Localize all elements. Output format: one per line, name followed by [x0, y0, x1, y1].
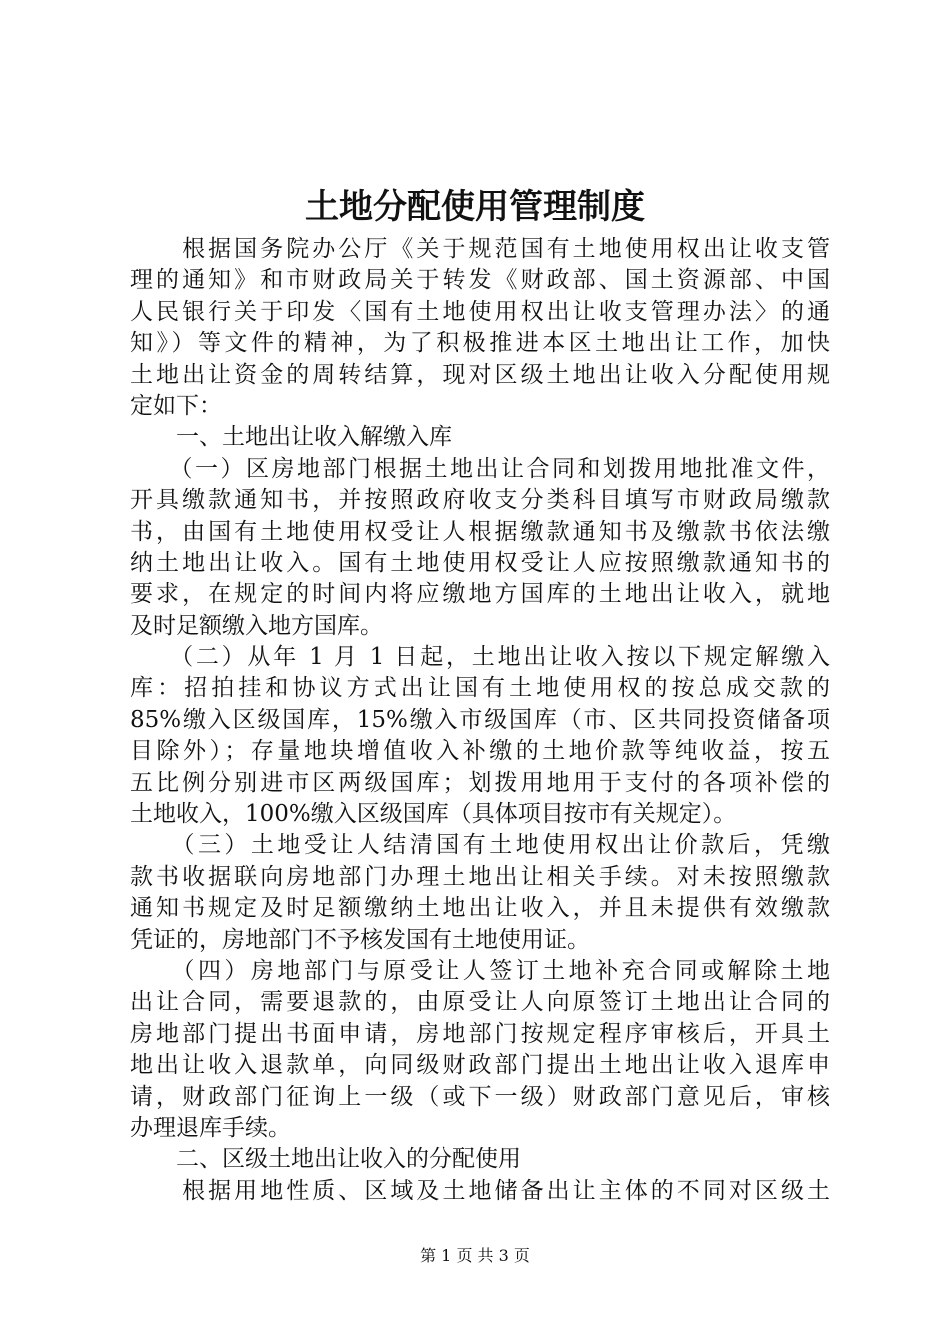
page-footer: 第 1 页 共 3 页	[420, 1246, 530, 1265]
body-line: 土地出让资金的周转结算，现对区级土地出让收入分配使用规	[130, 361, 830, 388]
body-line: 库：招拍挂和协议方式出让国有土地使用权的按总成交款的	[130, 675, 830, 702]
body-line: 请，财政部门征询上一级（或下一级）财政部门意见后，审核	[130, 1083, 830, 1110]
body-line: 土地收入，100%缴入区级国库（具体项目按市有关规定）。	[130, 801, 737, 828]
body-line: 要求，在规定的时间内将应缴地方国库的土地出让收入，就地	[130, 581, 830, 608]
body-line: （二）从年 1 月 1 日起，土地出让收入按以下规定解缴入	[130, 644, 830, 671]
body-line: 及时足额缴入地方国库。	[130, 612, 383, 639]
body-line: 定如下：	[130, 392, 222, 419]
body-line: 通知书规定及时足额缴纳土地出让收入，并且未提供有效缴款	[130, 895, 830, 922]
body-line: （三）土地受让人结清国有土地使用权出让价款后，凭缴	[130, 832, 830, 859]
document-title: 土地分配使用管理制度	[305, 187, 645, 227]
body-line: 款书收据联向房地部门办理土地出让相关手续。对未按照缴款	[130, 863, 830, 890]
body-line: 根据用地性质、区域及土地储备出让主体的不同对区级土	[130, 1177, 830, 1204]
body-line: 凭证的，房地部门不予核发国有土地使用证。	[130, 926, 590, 953]
body-line: 一、土地出让收入解缴入库	[130, 424, 452, 451]
body-line: 书，由国有土地使用权受让人根据缴款通知书及缴款书依法缴	[130, 518, 830, 545]
body-line: 办理退库手续。	[130, 1114, 291, 1141]
body-line: （四）房地部门与原受让人签订土地补充合同或解除土地	[130, 957, 830, 984]
body-line: 出让合同，需要退款的，由原受让人向原签订土地出让合同的	[130, 989, 830, 1016]
body-line: 房地部门提出书面申请，房地部门按规定程序审核后，开具土	[130, 1020, 830, 1047]
body-line: 理的通知》和市财政局关于转发《财政部、国土资源部、中国	[130, 267, 830, 294]
body-line: 85%缴入区级国库，15%缴入市级国库（市、区共同投资储备项	[130, 706, 830, 733]
body-line: 二、区级土地出让收入的分配使用	[130, 1146, 521, 1173]
body-line: 知》）等文件的精神，为了积极推进本区土地出让工作，加快	[130, 330, 830, 357]
body-line: 开具缴款通知书，并按照政府收支分类科目填写市财政局缴款	[130, 487, 830, 514]
body-line: 根据国务院办公厅《关于规范国有土地使用权出让收支管	[130, 236, 830, 262]
body-line: 五比例分别进市区两级国库；划拨用地用于支付的各项补偿的	[130, 769, 830, 796]
body-line: （一）区房地部门根据土地出让合同和划拨用地批准文件，	[130, 455, 830, 482]
body-line: 纳土地出让收入。国有土地使用权受让人应按照缴款通知书的	[130, 549, 830, 576]
body-line: 人民银行关于印发〈国有土地使用权出让收支管理办法〉的通	[130, 298, 830, 325]
document-body	[130, 234, 830, 1207]
body-line: 目除外）；存量地块增值收入补缴的土地价款等纯收益，按五	[130, 738, 830, 765]
body-line: 地出让收入退款单，向同级财政部门提出土地出让收入退库申	[130, 1052, 830, 1079]
